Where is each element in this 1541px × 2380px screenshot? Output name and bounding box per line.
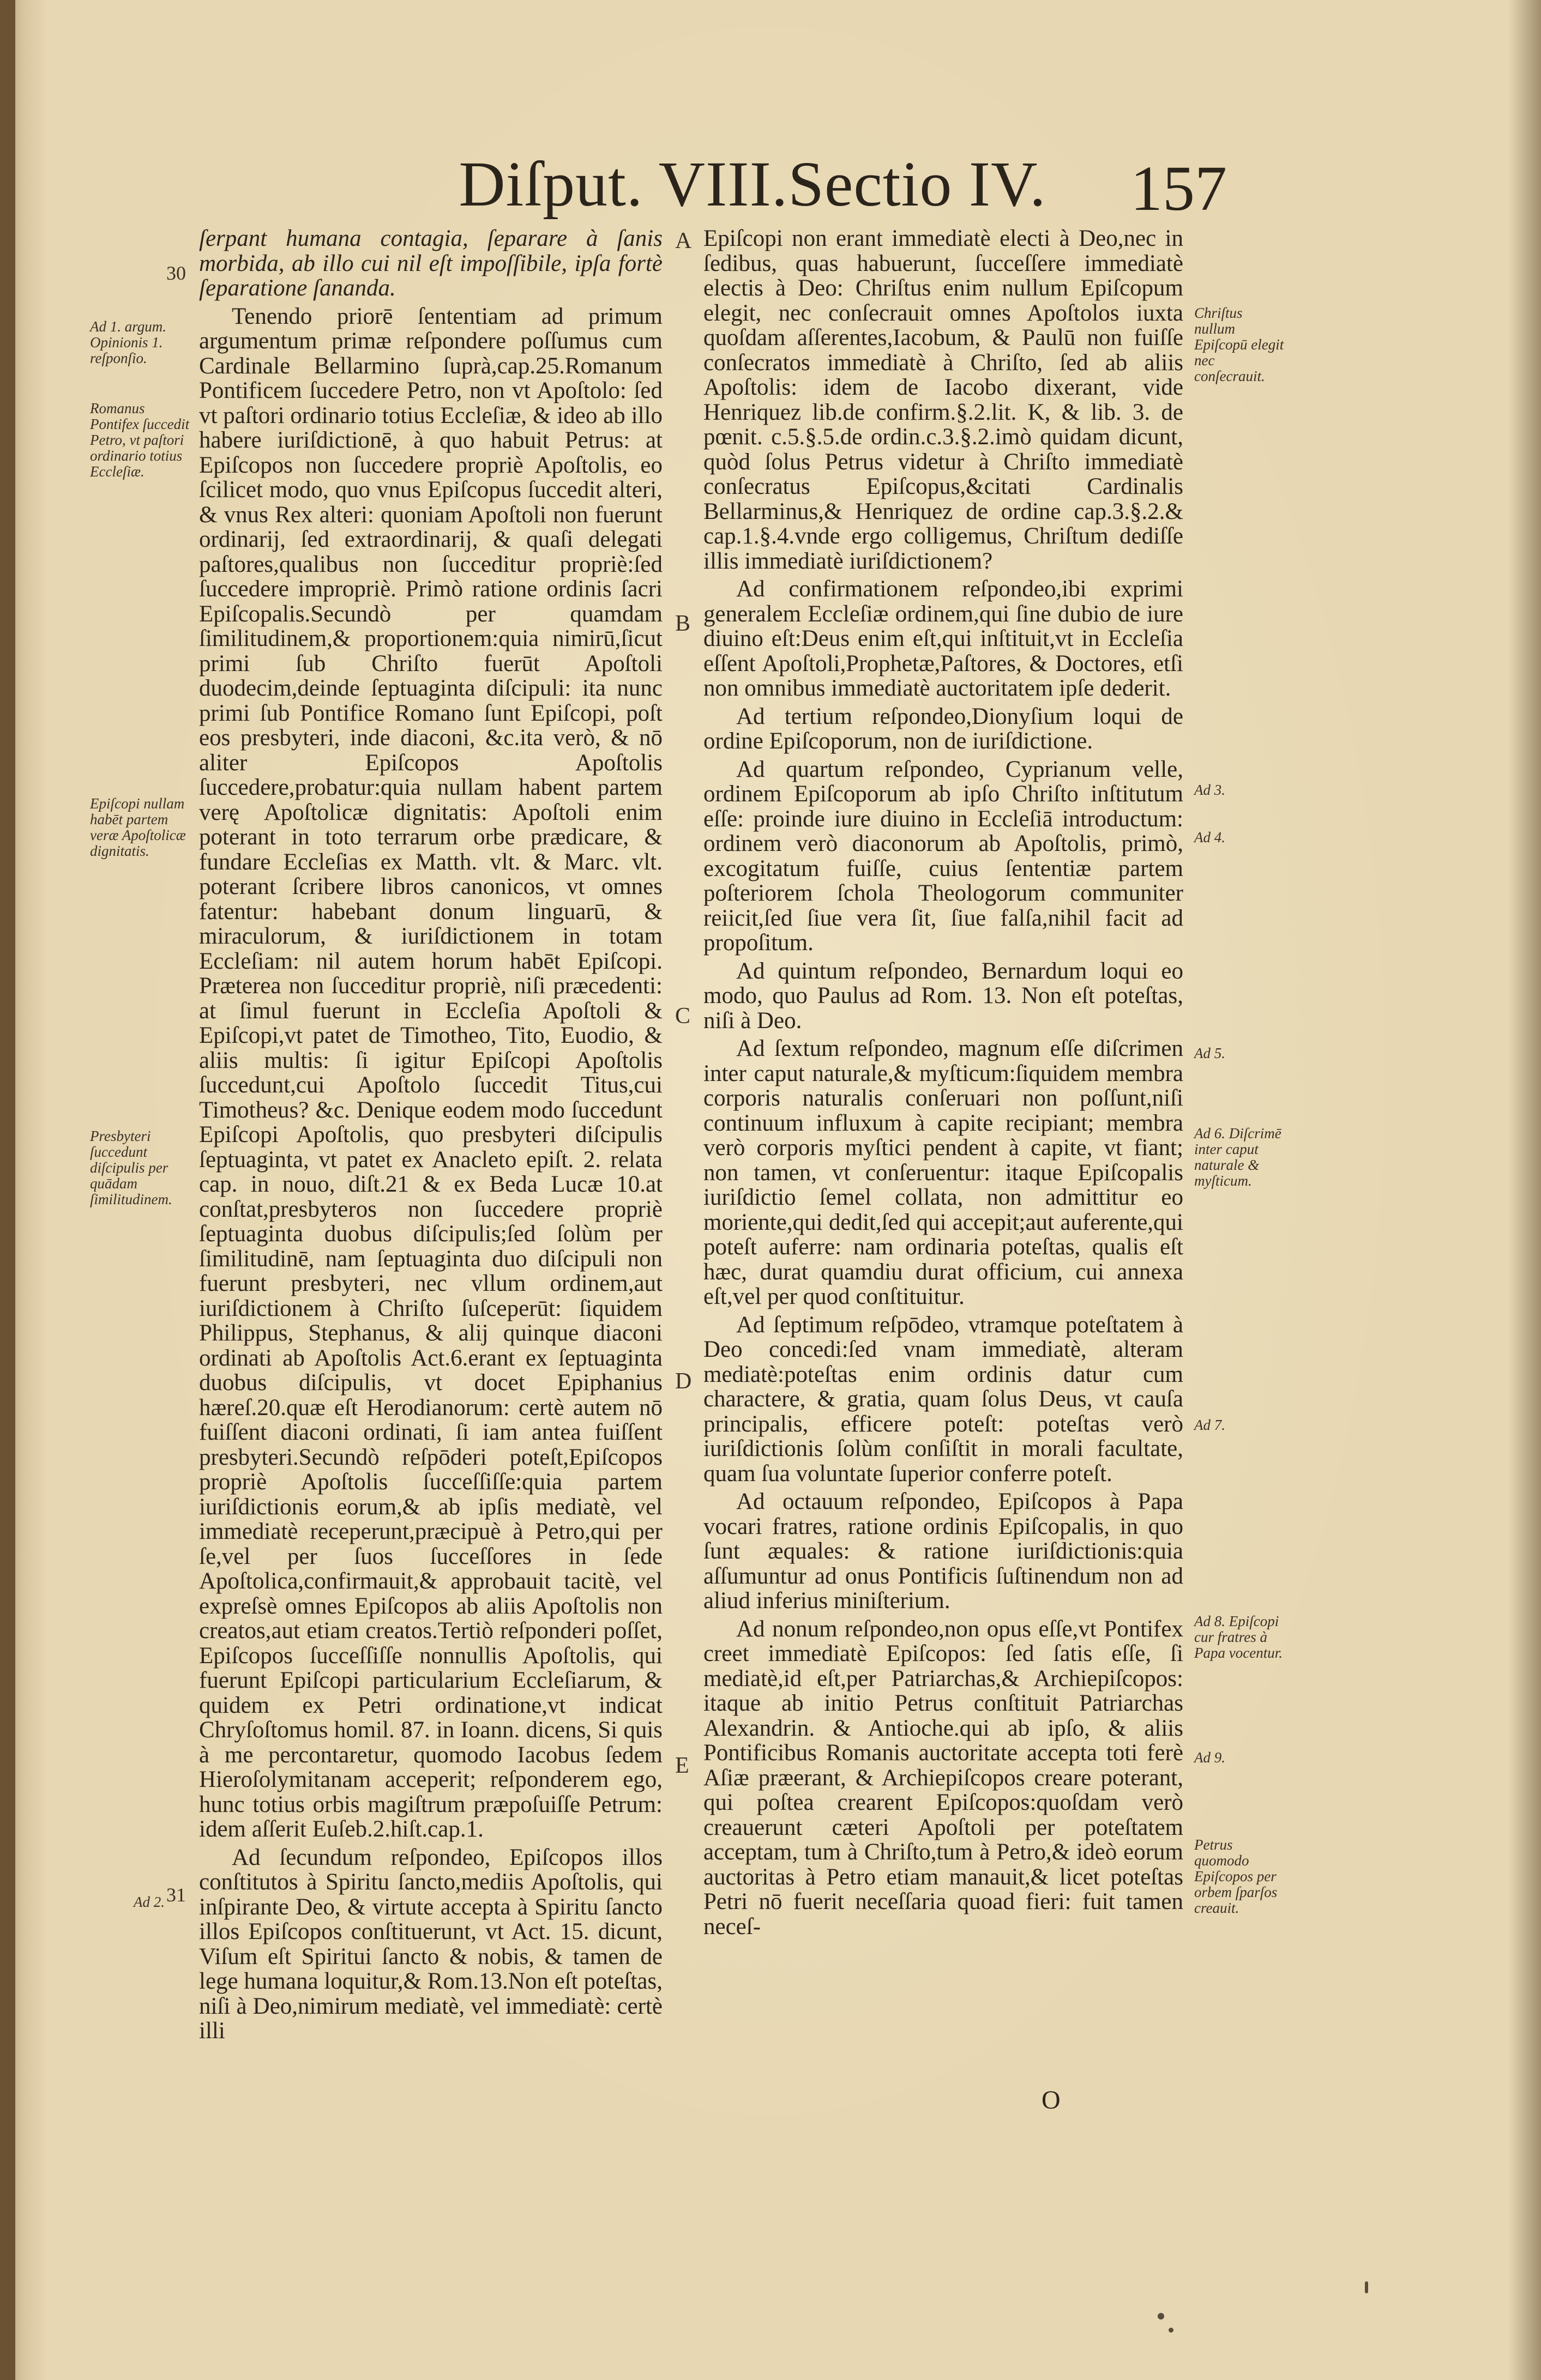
ink-stain — [1158, 2313, 1164, 2319]
paragraph: Ad ſextum reſpondeo, magnum eſſe diſcrimen inter caput naturale,& myſticum:ſiquidem membra corporis naturalis conſeruari non poſſunt,niſi continuum influxum à capite recipiant; membra verò corporis myſtici pendent à capite, vt fiant; non tamen, vt conſeruentur: itaque Epiſcopalis iuriſdictio ſemel collata, non admittitur eo moriente,qui dedit,ſed qui accepit;aut auferente,qui poteſt auferre: nam ordinaria poteſtas, qualis eſt hæc, durat quamdiu durat officium, cui annexa eſt,vel per quod conſtituitur. — [703, 1036, 1183, 1309]
ink-stain — [1365, 2281, 1368, 2293]
page-header — [0, 147, 1541, 229]
line-number: 31 — [166, 1884, 186, 1906]
section-letter: D — [675, 1369, 692, 1394]
book-gutter — [0, 0, 15, 2380]
margin-note: Romanus Pontifex ſuccedit Petro, vt paſtori ordinario totius Eccleſiæ. — [90, 400, 190, 480]
paragraph: Ad ſeptimum reſpōdeo, vtramque poteſtatem à Deo concedi:ſed vnam immediatè, alteram mediatè:poteſtas enim ordinis datur cum charactere, & gratia, quam ſolus Deus, vt cauſa principalis, efficere poteſt: poteſtas verò iuriſdictionis ſolùm conſiſtit in morali facultate, quam ſua voluntate ſuperior conferre poteſt. — [703, 1312, 1183, 1487]
paragraph: Ad octauum reſpondeo, Epiſcopos à Papa vocari fratres, ratione ordinis Epiſcopalis, in quo ſunt æquales: & ratione iuriſdictionis:quia aſſumuntur ad onus Pontificis ſuſtinendum non ad aliud inferius miniſterium. — [703, 1489, 1183, 1614]
margin-note: Ad 4. — [1194, 829, 1225, 845]
margin-note: Petrus quomodo Epiſcopos per orbem ſparſos creauit. — [1194, 1837, 1278, 1916]
margin-note: Ad 1. argum. Opinionis 1. reſponſio. — [90, 318, 166, 366]
paragraph: Ad quartum reſpondeo, Cyprianum velle, ordinem Epiſcoporum ab ipſo Chriſto inſtitutum eſſe: proinde iure diuino in Eccleſiā introductum: ordinem verò diaconorum ab Apoſtolis, primò, excogitatum fuiſſe, cuius ſententiæ partem poſteriorem ſchola Theologorum communiter reiicit,ſed ſiue vera ſit, ſiue falſa,nihil facit ad propoſitum. — [703, 756, 1183, 956]
margin-note: Ad 9. — [1194, 1749, 1225, 1766]
right-text-column — [703, 226, 1183, 2101]
running-title: Diſput. VIII.Sectio IV. — [459, 148, 1046, 220]
margin-note: Presbyteri ſuccedunt diſcipulis per quādam ſimilitudinem. — [90, 1128, 172, 1207]
signature-mark: O — [1042, 2086, 1061, 2115]
margin-note: Ad 2. — [134, 1894, 165, 1910]
margin-note: Ad 6. Diſcrimē inter caput naturale & myſticum. — [1194, 1125, 1281, 1189]
section-letter: A — [675, 228, 692, 253]
paragraph: Ad tertium reſpondeo,Dionyſium loqui de ordine Epiſcoporum, non de iuriſdictione. — [703, 703, 1183, 754]
paragraph: Ad nonum reſpondeo,non opus eſſe,vt Pontifex creet immediatè Epiſcopos: ſed ſatis eſſe, ſi mediatè,id eſt,per Patriarchas,& Archiepiſcopos: itaque ab initio Petrus conſtituit Patriarchas Alexandrin. & Antioche.qui ab ipſo, & aliis Pontificibus Romanis auctoritate accepta toti ferè Aſiæ præerant, & Archiepiſcopos creare poterant, qui poſtea crearent Epiſcopos:quoſdam verò creauerunt cæteri Apoſtoli per poteſtatem acceptam, tum à Chriſto,tum à Petro,& ideò eorum auctoritas à Petro etiam manauit,& licet poteſtas Petri nō fuerit neceſſaria quoad fieri: fuit tamen neceſ- — [703, 1616, 1183, 1940]
paragraph: Ad ſecundum reſpondeo, Epiſcopos illos conſtitutos à Spiritu ſancto,mediis Apoſtolis, qui inſpirante Deo, & virtute accepta à Spiritu ſancto illos Epiſcopos conſtituerunt, vt Act. 15. dicunt, Viſum eſt Spiritui ſancto & nobis, & tamen de lege humana loquitur,& Rom.13.Non eſt poteſtas, niſi à Deo,nimirum mediatè, vel immediatè: certè illi — [199, 1844, 663, 2044]
section-letter: C — [675, 1004, 691, 1029]
paragraph: Ad confirmationem reſpondeo,ibi exprimi generalem Eccleſiæ ordinem,qui ſine dubio de iure diuino eſt:Deus enim eſt,qui inſtituit,vt in Eccleſia eſſent Apoſtoli,Prophetæ,Paſtores, & Doctores, etſi non omnibus immediatè auctoritatem ipſe dederit. — [703, 576, 1183, 701]
margin-note: Ad 3. — [1194, 782, 1225, 798]
margin-note: Ad 5. — [1194, 1045, 1225, 1061]
paragraph: Tenendo priorē ſententiam ad primum argumentum primæ reſpondere poſſumus cum Cardinale Bellarmino ſuprà,cap.25.Romanum Pontificem ſuccedere Petro, non vt Apoſtolo: ſed vt paſtori ordinario totius Eccleſiæ, & ideo ab illo habere iuriſdictionē, à quo habuit Petrus: at Epiſcopos non ſuccedere propriè Apoſtolis, eo ſcilicet modo, quo vnus Epiſcopus ſuccedit alteri, & vnus Rex alteri: quoniam Apoſtoli non fuerunt ordinarij, ſed extraordinarij, & quaſi delegati paſtores,qualibus non ſucceditur propriè:ſed ſuccedere impropriè. Primò ratione ordinis ſacri Epiſcopalis.Secundò per quamdam ſimilitudinem,& proportionem:quia nimirū,ſicut primi ſub Chriſto fuerūt Apoſtoli duodecim,deinde ſeptuaginta diſcipuli: ita nunc primi ſub Pontifice Romano ſunt Epiſcopi, poſt eos presbyteri, inde diaconi, &c.ita verò, & nō aliter Epiſcopos Apoſtolis ſuccedere,probatur:quia nullam habent partem verę Apoſtolicæ dignitatis: Apoſtoli enim poterant in toto terrarum orbe prædicare, & fundare Eccleſias ex Matth. vlt. & Marc. vlt. poterant ſcribere libros canonicos, vt omnes fatentur: habebant donum linguarū, & miraculorum, & iuriſdictionem in totam Eccleſiam: nil autem horum habēt Epiſcopi. Præterea non ſucceditur propriè, niſi præcedenti: at ſimul fuerunt in Eccleſia Apoſtoli & Epiſcopi,vt patet de Timotheo, Tito, Euodio, & aliis multis: ſi igitur Epiſcopi Apoſtolis ſuccedunt,cui Apoſtolo ſuccedit Titus,cui Timotheus? &c. Denique eodem modo ſuccedunt Epiſcopi Apoſtolis, quo presbyteri diſcipulis ſeptuaginta, vt patet ex Anacleto epiſt. 2. relata cap. in nouo, diſt.21 & ex Beda Lucæ 10.at conſtat,presbyteros non ſuccedere propriè ſeptuaginta duobus diſcipulis;ſed ſolùm per ſimilitudinē, nam ſeptuaginta duo diſcipuli non fuerunt presbyteri, nec vllum ordinem,aut iuriſdictionem à Chriſto ſuſceperūt: ſiquidem Philippus, Stephanus, & alij quinque diaconi ordinati ab Apoſtolis Act.6.erant ex ſeptuaginta duobus diſcipulis, vt docet Epiphanius hæreſ.20.quæ eſt Herodianorum: certè autem nō fuiſſent diaconi ordinati, ſi iam antea fuiſſent presbyteri.Secundò reſpōderi poteſt,Epiſcopos propriè Apoſtolis ſucceſſiſſe:quia partem iuriſdictionis eorum,& ab ipſis mediatè, vel immediatè receperunt,præcipuè à Petro,qui per ſe,vel per ſuos ſucceſſores in ſede Apoſtolica,confirmauit,& approbauit tacitè, vel expreſsè omnes Epiſcopos ab aliis Apoſtolis non creatos,aut etiam creatos.Tertiò reſponderi poſſet, Epiſcopos ſucceſſiſſe nonnullis Apoſtolis, qui fuerunt Epiſcopi particularium Eccleſiarum, & quidem ex Petri ordinatione,vt indicat Chryſoſtomus homil. 87. in Ioann. dicens, Si quis à me percontaretur, quomodo Iacobus ſedem Hieroſolymitanam acceperit; reſponderem ego, hunc totius orbis magiſtrum præpoſuiſſe Petrum: idem aſſerit Euſeb.2.hiſt.cap.1. — [199, 303, 663, 1842]
section-letter: E — [675, 1753, 689, 1778]
margin-note: Chriſtus nullum Epiſcopū elegit nec conſecrauit. — [1194, 305, 1284, 384]
margin-note: Ad 7. — [1194, 1417, 1225, 1433]
line-number: 30 — [166, 262, 186, 284]
left-text-column — [199, 226, 663, 2101]
paragraph: Ad quintum reſpondeo, Bernardum loqui eo modo, quo Paulus ad Rom. 13. Non eſt poteſtas, niſi à Deo. — [703, 958, 1183, 1034]
paragraph: ſerpant humana contagia, ſeparare à ſanis morbida, ab illo cui nil eſt impoſſibile, ipſa fortè ſeparatione ſananda. — [199, 226, 663, 301]
margin-note: Ad 8. Epiſcopi cur fratres à Papa vocentur. — [1194, 1613, 1283, 1661]
page-number: 157 — [1130, 153, 1227, 224]
ink-stain — [1169, 2328, 1173, 2333]
margin-note: Epiſcopi nullam habēt partem veræ Apoſtolicæ dignitatis. — [90, 795, 186, 859]
section-letter: B — [675, 611, 691, 636]
paragraph: Epiſcopi non erant immediatè electi à Deo,nec in ſedibus, quas habuerunt, ſucceſſere immediatè electis à Deo: Chriſtus enim nullum Epiſcopum elegit, nec conſecrauit omnes Apoſtolos iuxta quoſdam aſſerentes,Iacobum, & Paulū non fuiſſe conſecratos immediatè à Chriſto, ſed ab aliis Apoſtolis: idem de Iacobo dixerant, vide Henriquez lib.de confirm.§.2.lit. K, & lib. 3. de pœnit. c.5.§.5.de ordin.c.3.§.2.imò quidam dicunt, quòd ſolus Petrus videtur à Chriſto immediatè conſecratus Epiſcopus,&citati Cardinalis Bellarminus,& Henriquez de ordine cap.3.§.2.& cap.1.§.4.vnde ergo colligemus, Chriſtum dediſſe illis immediatè iuriſdictionem? — [703, 226, 1183, 574]
